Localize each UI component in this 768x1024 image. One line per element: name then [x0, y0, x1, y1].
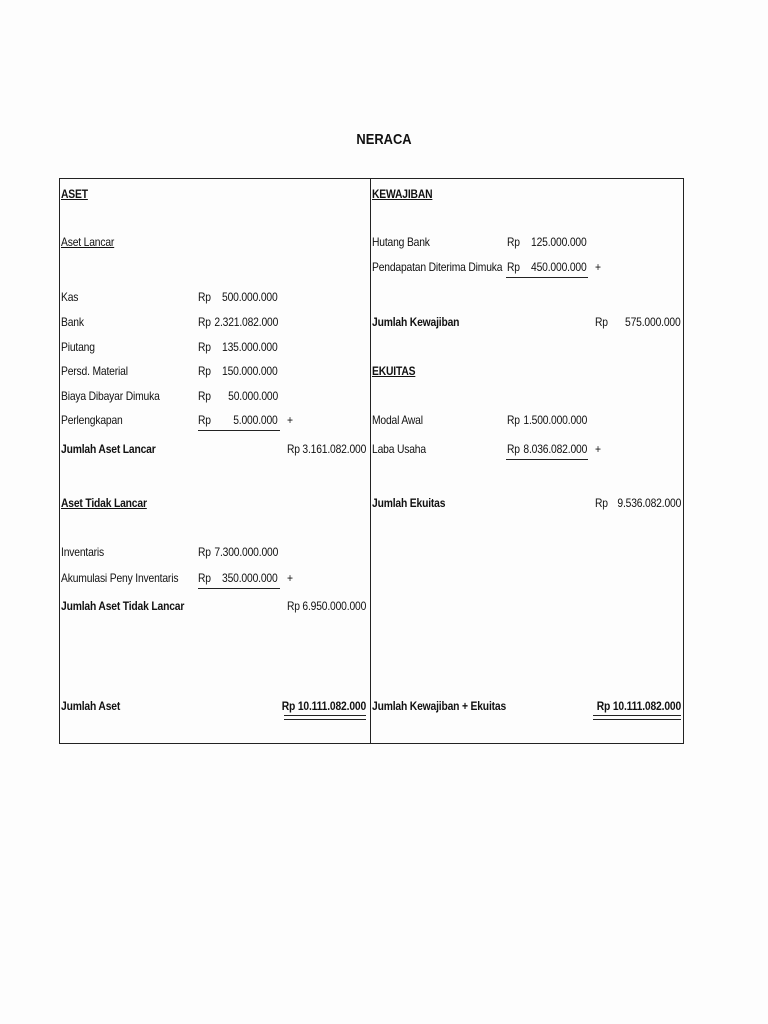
item-kas-rp: Rp: [198, 290, 211, 304]
item-kas-label: Kas: [61, 290, 79, 304]
jumlah-ekuitas-label: Jumlah Ekuitas: [372, 496, 446, 510]
plus-sign: +: [595, 442, 601, 456]
item-piutang-label: Piutang: [61, 340, 95, 354]
item-perlengkapan-rp: Rp: [198, 413, 211, 427]
subtotal-rule: [506, 277, 588, 278]
page-title: NERACA: [356, 131, 412, 148]
item-laba-usaha-value: 8.036.082.000: [523, 442, 587, 456]
jumlah-kewajiban-value: 575.000.000: [625, 315, 681, 329]
plus-sign: +: [287, 413, 293, 427]
plus-sign: +: [287, 571, 293, 585]
jumlah-kewajiban-label: Jumlah Kewajiban: [372, 315, 460, 329]
item-perlengkapan-label: Perlengkapan: [61, 413, 123, 427]
jumlah-aset-tidak-lancar-label: Jumlah Aset Tidak Lancar: [61, 599, 185, 613]
jumlah-aset-tidak-lancar-rp: Rp: [287, 599, 300, 613]
item-bank-value: 2.321.082.000: [214, 315, 278, 329]
aset-lancar-header: Aset Lancar: [61, 235, 115, 249]
item-hutang-bank-value: 125.000.000: [531, 235, 587, 249]
item-laba-usaha-rp: Rp: [507, 442, 520, 456]
item-laba-usaha-label: Laba Usaha: [372, 442, 426, 456]
jumlah-aset-lancar-rp: Rp: [287, 442, 300, 456]
total-double-rule: [593, 715, 681, 720]
column-divider: [370, 178, 371, 744]
item-akumulasi-value: 350.000.000: [222, 571, 278, 585]
item-biaya-value: 50.000.000: [228, 389, 278, 403]
item-inventaris-rp: Rp: [198, 545, 211, 559]
item-biaya-rp: Rp: [198, 389, 211, 403]
plus-sign: +: [595, 260, 601, 274]
item-persediaan-value: 150.000.000: [222, 364, 278, 378]
item-modal-awal-value: 1.500.000.000: [523, 413, 587, 427]
jumlah-kewajiban-rp: Rp: [595, 315, 608, 329]
item-biaya-label: Biaya Dibayar Dimuka: [61, 389, 160, 403]
aset-header: ASET: [61, 187, 88, 201]
kewajiban-header: KEWAJIBAN: [372, 187, 433, 201]
item-inventaris-label: Inventaris: [61, 545, 105, 559]
item-akumulasi-label: Akumulasi Peny Inventaris: [61, 571, 179, 585]
subtotal-rule: [198, 430, 280, 431]
jumlah-aset-lancar-value: 3.161.082.000: [302, 442, 366, 456]
subtotal-rule: [198, 588, 280, 589]
item-perlengkapan-value: 5.000.000: [233, 413, 278, 427]
item-hutang-bank-rp: Rp: [507, 235, 520, 249]
jumlah-aset-label: Jumlah Aset: [61, 699, 121, 713]
item-akumulasi-rp: Rp: [198, 571, 211, 585]
total-kewajiban-ekuitas-value: Rp 10.111.082.000: [596, 699, 681, 713]
item-kas-value: 500.000.000: [222, 290, 278, 304]
aset-tidak-lancar-header: Aset Tidak Lancar: [61, 496, 147, 510]
jumlah-aset-tidak-lancar-value: 6.950.000.000: [302, 599, 366, 613]
total-kewajiban-ekuitas-label: Jumlah Kewajiban + Ekuitas: [372, 699, 507, 713]
item-pendapatan-label: Pendapatan Diterima Dimuka: [372, 260, 503, 274]
item-piutang-rp: Rp: [198, 340, 211, 354]
subtotal-rule: [506, 459, 588, 460]
jumlah-aset-lancar-label: Jumlah Aset Lancar: [61, 442, 156, 456]
item-bank-rp: Rp: [198, 315, 211, 329]
total-double-rule: [284, 715, 366, 720]
item-persediaan-rp: Rp: [198, 364, 211, 378]
item-inventaris-value: 7.300.000.000: [214, 545, 278, 559]
item-pendapatan-rp: Rp: [507, 260, 520, 274]
jumlah-ekuitas-value: 9.536.082.000: [617, 496, 681, 510]
item-modal-awal-label: Modal Awal: [372, 413, 423, 427]
item-piutang-value: 135.000.000: [222, 340, 278, 354]
item-modal-awal-rp: Rp: [507, 413, 520, 427]
item-bank-label: Bank: [61, 315, 84, 329]
item-pendapatan-value: 450.000.000: [531, 260, 587, 274]
ekuitas-header: EKUITAS: [372, 364, 416, 378]
jumlah-ekuitas-rp: Rp: [595, 496, 608, 510]
item-persediaan-label: Persd. Material: [61, 364, 128, 378]
item-hutang-bank-label: Hutang Bank: [372, 235, 430, 249]
jumlah-aset-value: Rp 10.111.082.000: [281, 699, 366, 713]
